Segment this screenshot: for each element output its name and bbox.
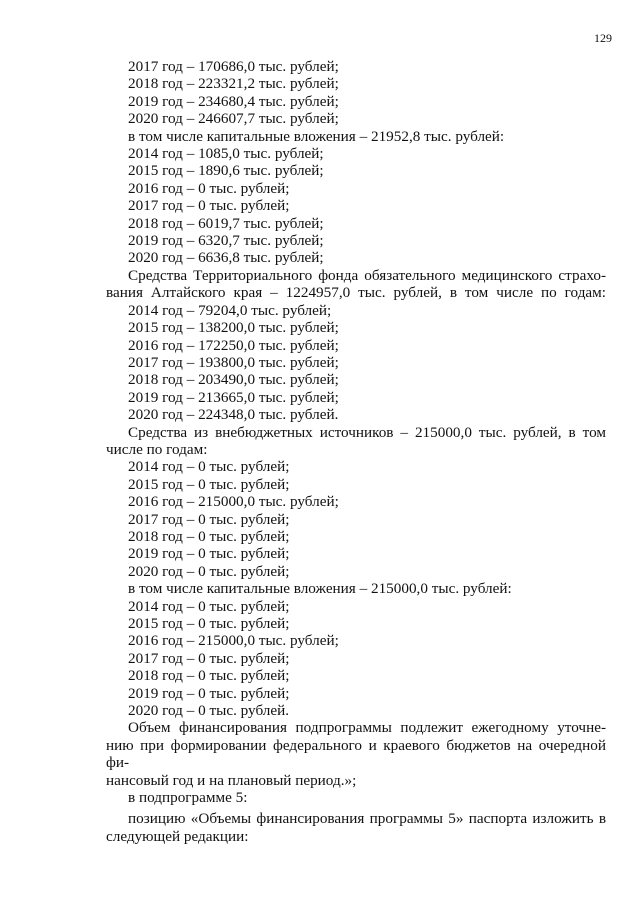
text-line: 2017 год – 193800,0 тыс. рублей; [128,353,339,371]
text-line: 2020 год – 6636,8 тыс. рублей; [128,249,324,267]
text-line: 2020 год – 246607,7 тыс. рублей; [128,110,339,128]
text-line: 2015 год – 138200,0 тыс. рублей; [128,319,339,337]
page-number: 129 [594,31,612,45]
text-line: 2018 год – 223321,2 тыс. рублей; [128,75,339,93]
text-line: Средства из внебюджетных источников – 215000,0 тыс. рублей, в том [128,423,606,441]
text-line: 2018 год – 203490,0 тыс. рублей; [128,371,339,389]
text-line: 2017 год – 0 тыс. рублей; [128,649,290,667]
text-line: числе по годам: [106,440,208,458]
text-line: 2020 год – 0 тыс. рублей. [128,702,290,720]
text-line: 2019 год – 234680,4 тыс. рублей; [128,92,339,110]
text-line: 2014 год – 0 тыс. рублей; [128,458,290,476]
text-line: 2018 год – 6019,7 тыс. рублей; [128,214,324,232]
text-line: 2015 год – 0 тыс. рублей; [128,615,290,632]
text-line: 2018 год – 0 тыс. рублей; [128,667,290,685]
text-line: 2014 год – 79204,0 тыс. рублей; [128,301,332,319]
text-line: позицию «Объемы финансирования программы 5» паспорта изложить в [128,810,606,828]
text-line: Объем финансирования подпрограммы подлежит ежегодному уточне- [128,719,606,737]
text-line: нансовый год и на плановый период.»; [106,771,357,789]
text-line: 2020 год – 0 тыс. рублей; [128,562,290,580]
text-line: в подпрограмме 5: [128,789,248,807]
text-line: 2019 год – 0 тыс. рублей; [128,545,290,563]
text-line: 2016 год – 215000,0 тыс. рублей; [128,632,339,650]
text-line: 2017 год – 170686,0 тыс. рублей; [128,58,339,75]
text-line: 2019 год – 6320,7 тыс. рублей; [128,232,324,250]
text-line: 2014 год – 0 тыс. рублей; [128,597,290,615]
text-line: Средства Территориального фонда обязательного медицинского страхо- [128,266,606,284]
text-line: 2017 год – 0 тыс. рублей; [128,510,290,528]
text-line: нию при формировании федерального и краевого бюджетов на очередной фи- [106,736,606,772]
text-line: 2019 год – 0 тыс. рублей; [128,684,290,702]
text-line: следующей редакции: [106,827,249,845]
text-line: 2015 год – 0 тыс. рублей; [128,475,290,493]
text-line: 2017 год – 0 тыс. рублей; [128,197,290,215]
text-line: вания Алтайского края – 1224957,0 тыс. рублей, в том числе по годам: [106,284,606,302]
text-line: в том числе капитальные вложения – 21952,8 тыс. рублей: [128,127,505,145]
text-line: 2018 год – 0 тыс. рублей; [128,527,290,545]
text-line: 2015 год – 1890,6 тыс. рублей; [128,162,324,180]
text-line: 2020 год – 224348,0 тыс. рублей. [128,406,339,424]
text-line: 2014 год – 1085,0 тыс. рублей; [128,145,324,163]
text-line: 2016 год – 172250,0 тыс. рублей; [128,336,339,354]
text-line: 2019 год – 213665,0 тыс. рублей; [128,388,339,406]
text-line: 2016 год – 0 тыс. рублей; [128,179,290,197]
document-body [106,58,606,845]
text-line: в том числе капитальные вложения – 215000,0 тыс. рублей: [128,580,512,598]
text-line: 2016 год – 215000,0 тыс. рублей; [128,493,339,511]
